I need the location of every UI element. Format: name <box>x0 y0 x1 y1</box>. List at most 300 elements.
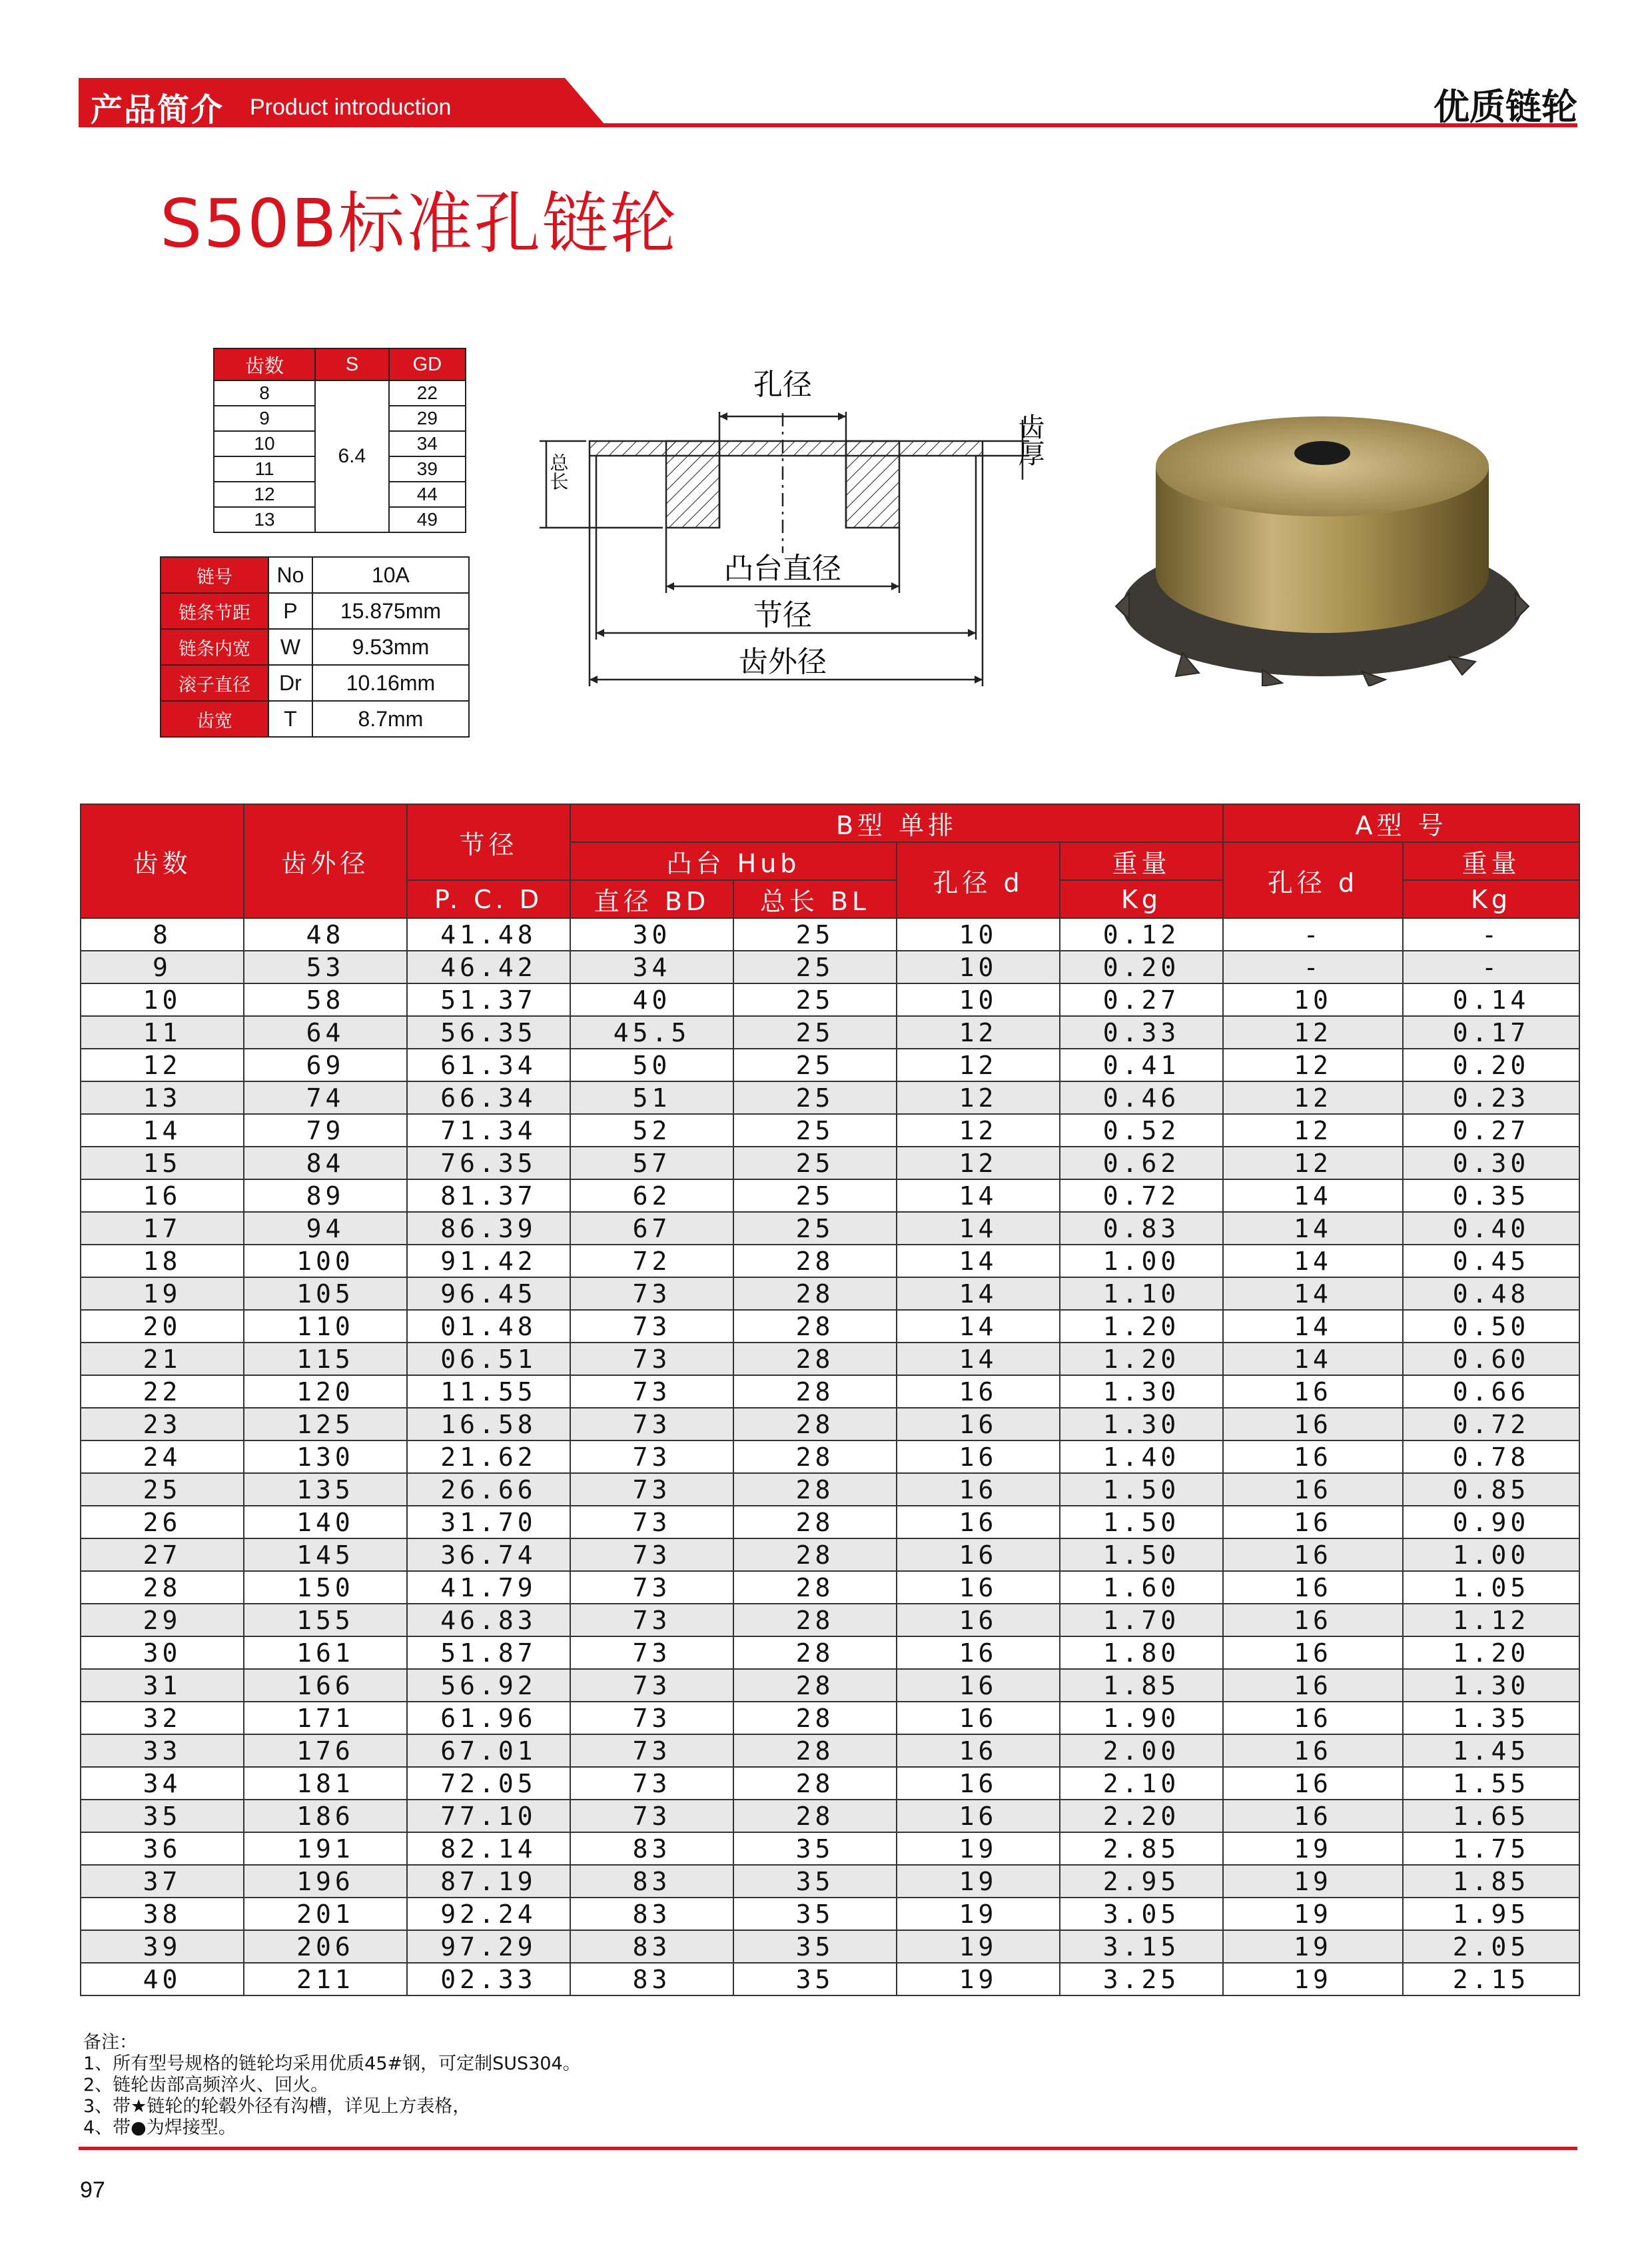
hub-bl-cell: 35 <box>733 1963 897 1995</box>
pcd-cell: 02.33 <box>407 1963 570 1995</box>
hub-bd-cell: 67 <box>570 1212 733 1245</box>
table-row <box>81 1440 1579 1473</box>
hub-diameter-label: 凸台直径 <box>724 552 841 586</box>
outer-diameter-cell: 110 <box>244 1310 407 1343</box>
a-bore-cell: 16 <box>1223 1571 1403 1604</box>
hub-bd-cell: 73 <box>570 1538 733 1571</box>
pitch-diameter-header: 节径 <box>407 804 570 880</box>
hub-bl-cell: 25 <box>733 918 897 951</box>
hub-bd-cell: 83 <box>570 1832 733 1865</box>
pcd-cell: 66.34 <box>407 1081 570 1114</box>
hub-bd-cell: 73 <box>570 1702 733 1734</box>
a-weight-cell: 1.00 <box>1403 1538 1579 1571</box>
b-weight-cell: 0.33 <box>1060 1016 1223 1049</box>
note-item: 3、带★链轮的轮毂外径有沟槽，详见上方表格， <box>83 2096 471 2117</box>
pcd-cell: 72.05 <box>407 1767 570 1800</box>
a-bore-cell: 16 <box>1223 1734 1403 1767</box>
hub-bl-cell: 28 <box>733 1440 897 1473</box>
teeth-cell: 40 <box>81 1963 244 1995</box>
table-row <box>81 1016 1579 1049</box>
hub-bd-cell: 83 <box>570 1963 733 1995</box>
pcd-cell: 56.92 <box>407 1669 570 1702</box>
a-bore-cell: 14 <box>1223 1245 1403 1277</box>
teeth-gd-table <box>213 348 466 533</box>
a-bore-cell: 16 <box>1223 1669 1403 1702</box>
teeth-cell: 36 <box>81 1832 244 1865</box>
b-weight-cell: 1.80 <box>1060 1636 1223 1669</box>
gd-cell: 34 <box>389 431 466 456</box>
outer-diameter-cell: 145 <box>244 1538 407 1571</box>
hub-bl-cell: 35 <box>733 1898 897 1930</box>
table-row <box>81 1538 1579 1571</box>
outer-diameter-cell: 64 <box>244 1016 407 1049</box>
a-weight-cell: - <box>1403 951 1579 983</box>
tooth-thickness-label: 齿厚 <box>1014 413 1044 466</box>
outer-diameter-cell: 161 <box>244 1636 407 1669</box>
teeth-cell: 17 <box>81 1212 244 1245</box>
b-bore-cell: 14 <box>897 1310 1060 1343</box>
b-weight-cell: 1.40 <box>1060 1440 1223 1473</box>
footer-rule <box>79 2147 1577 2150</box>
table-row <box>81 1473 1579 1506</box>
teeth-cell: 9 <box>214 406 315 431</box>
sprocket-cross-section-diagram <box>540 353 1066 706</box>
hub-bl-cell: 28 <box>733 1375 897 1408</box>
table-row <box>81 1310 1579 1343</box>
chain-label: 链条内宽 <box>161 629 268 665</box>
a-weight-cell: 0.14 <box>1403 983 1579 1016</box>
pcd-cell: 96.45 <box>407 1277 570 1310</box>
chain-symbol: W <box>268 629 312 665</box>
hub-bl-cell: 28 <box>733 1669 897 1702</box>
a-bore-cell: 16 <box>1223 1506 1403 1538</box>
b-weight-cell: 1.85 <box>1060 1669 1223 1702</box>
pcd-cell: 82.14 <box>407 1832 570 1865</box>
a-bore-cell: 16 <box>1223 1767 1403 1800</box>
b-bore-cell: 19 <box>897 1832 1060 1865</box>
b-bore-cell: 14 <box>897 1179 1060 1212</box>
hub-bd-cell: 73 <box>570 1604 733 1636</box>
teeth-cell: 19 <box>81 1277 244 1310</box>
a-bore-cell: 14 <box>1223 1277 1403 1310</box>
hub-bd-cell: 83 <box>570 1865 733 1898</box>
teeth-header: 齿数 <box>81 804 244 918</box>
hub-bd-cell: 73 <box>570 1375 733 1408</box>
table-row <box>81 1343 1579 1375</box>
outer-diameter-cell: 201 <box>244 1898 407 1930</box>
chain-label: 链条节距 <box>161 593 268 629</box>
outer-diameter-cell: 166 <box>244 1669 407 1702</box>
table-row <box>81 1669 1579 1702</box>
b-bore-cell: 19 <box>897 1865 1060 1898</box>
outer-diameter-header: 齿外径 <box>244 804 407 918</box>
outer-diameter-cell: 120 <box>244 1375 407 1408</box>
a-weight-cell: 0.17 <box>1403 1016 1579 1049</box>
hub-bl-subheader: 总长 BL <box>733 880 897 918</box>
teeth-cell: 28 <box>81 1571 244 1604</box>
page-number: 97 <box>80 2177 105 2203</box>
a-weight-cell: 0.27 <box>1403 1114 1579 1147</box>
pcd-cell: 92.24 <box>407 1898 570 1930</box>
b-bore-cell: 19 <box>897 1963 1060 1995</box>
b-bore-cell: 14 <box>897 1245 1060 1277</box>
a-weight-cell: 2.15 <box>1403 1963 1579 1995</box>
pcd-cell: 41.48 <box>407 918 570 951</box>
hub-bd-cell: 73 <box>570 1767 733 1800</box>
a-bore-cell: 19 <box>1223 1930 1403 1963</box>
hub-bl-cell: 28 <box>733 1538 897 1571</box>
a-weight-cell: 0.45 <box>1403 1245 1579 1277</box>
a-bore-cell: - <box>1223 918 1403 951</box>
table-row <box>81 1636 1579 1669</box>
table-row <box>81 1049 1579 1081</box>
a-weight-cell: 2.05 <box>1403 1930 1579 1963</box>
pcd-cell: 97.29 <box>407 1930 570 1963</box>
table-row <box>81 1408 1579 1440</box>
hub-bd-cell: 73 <box>570 1440 733 1473</box>
spec-table-body <box>81 918 1579 1995</box>
chain-value: 9.53mm <box>312 629 469 665</box>
pcd-cell: 31.70 <box>407 1506 570 1538</box>
bore-label: 孔径 <box>753 368 812 402</box>
a-weight-cell: 0.78 <box>1403 1440 1579 1473</box>
gd-header: GD <box>389 348 466 380</box>
chain-value: 15.875mm <box>312 593 469 629</box>
hub-bd-cell: 73 <box>570 1343 733 1375</box>
teeth-cell: 38 <box>81 1898 244 1930</box>
b-bore-cell: 10 <box>897 918 1060 951</box>
b-weight-cell: 3.25 <box>1060 1963 1223 1995</box>
hub-bd-cell: 72 <box>570 1245 733 1277</box>
b-weight-cell: 0.83 <box>1060 1212 1223 1245</box>
outer-diameter-cell: 191 <box>244 1832 407 1865</box>
outer-diameter-cell: 48 <box>244 918 407 951</box>
a-bore-cell: 16 <box>1223 1538 1403 1571</box>
chain-value: 10.16mm <box>312 665 469 701</box>
b-weight-cell: 3.15 <box>1060 1930 1223 1963</box>
a-bore-cell: 19 <box>1223 1865 1403 1898</box>
outer-diameter-cell: 130 <box>244 1440 407 1473</box>
hub-bl-cell: 28 <box>733 1636 897 1669</box>
b-bore-cell: 12 <box>897 1114 1060 1147</box>
pcd-cell: 56.35 <box>407 1016 570 1049</box>
hub-bl-cell: 25 <box>733 1114 897 1147</box>
hub-bd-cell: 73 <box>570 1408 733 1440</box>
teeth-cell: 18 <box>81 1245 244 1277</box>
outer-diameter-cell: 100 <box>244 1245 407 1277</box>
b-weight-cell: 1.70 <box>1060 1604 1223 1636</box>
b-weight-cell: 1.60 <box>1060 1571 1223 1604</box>
a-bore-cell: 14 <box>1223 1310 1403 1343</box>
outer-diameter-cell: 74 <box>244 1081 407 1114</box>
outer-diameter-cell: 53 <box>244 951 407 983</box>
b-weight-cell: 1.30 <box>1060 1408 1223 1440</box>
b-bore-cell: 14 <box>897 1212 1060 1245</box>
b-weight-cell: 0.52 <box>1060 1114 1223 1147</box>
teeth-cell: 33 <box>81 1734 244 1767</box>
table-row <box>81 1865 1579 1898</box>
s-header: S <box>315 348 389 380</box>
hub-bd-cell: 73 <box>570 1310 733 1343</box>
note-item: 1、所有型号规格的链轮均采用优质45#钢，可定制SUS304。 <box>83 2053 581 2074</box>
teeth-cell: 11 <box>81 1016 244 1049</box>
b-weight-cell: 1.20 <box>1060 1343 1223 1375</box>
table-row <box>81 1179 1579 1212</box>
outer-diameter-cell: 58 <box>244 983 407 1016</box>
pcd-cell: 81.37 <box>407 1179 570 1212</box>
pitch-diameter-label: 节径 <box>753 598 812 632</box>
pcd-cell: 21.62 <box>407 1440 570 1473</box>
b-bore-cell: 14 <box>897 1277 1060 1310</box>
pcd-cell: 67.01 <box>407 1734 570 1767</box>
a-weight-cell: 1.75 <box>1403 1832 1579 1865</box>
a-weight-cell: 0.85 <box>1403 1473 1579 1506</box>
b-weight-cell: 1.10 <box>1060 1277 1223 1310</box>
hub-bl-cell: 25 <box>733 983 897 1016</box>
outer-diameter-cell: 186 <box>244 1800 407 1832</box>
hub-bl-cell: 28 <box>733 1702 897 1734</box>
section-title-en: Product introduction <box>250 95 452 120</box>
b-weight-cell: 0.12 <box>1060 918 1223 951</box>
hub-bl-cell: 25 <box>733 1179 897 1212</box>
chain-symbol: Dr <box>268 665 312 701</box>
hub-bl-cell: 28 <box>733 1343 897 1375</box>
a-weight-cell: 0.23 <box>1403 1081 1579 1114</box>
outer-diameter-cell: 150 <box>244 1571 407 1604</box>
teeth-cell: 39 <box>81 1930 244 1963</box>
a-weight-cell: 0.72 <box>1403 1408 1579 1440</box>
pcd-cell: 16.58 <box>407 1408 570 1440</box>
pcd-cell: 36.74 <box>407 1538 570 1571</box>
chain-label: 链号 <box>161 557 268 593</box>
b-weight-cell: 2.20 <box>1060 1800 1223 1832</box>
hub-bl-cell: 28 <box>733 1767 897 1800</box>
hub-bl-cell: 25 <box>733 1049 897 1081</box>
a-weight-cell: 0.90 <box>1403 1506 1579 1538</box>
table-row <box>81 1571 1579 1604</box>
hub-bd-cell: 45.5 <box>570 1016 733 1049</box>
a-bore-cell: 14 <box>1223 1343 1403 1375</box>
teeth-cell: 22 <box>81 1375 244 1408</box>
outer-diameter-cell: 206 <box>244 1930 407 1963</box>
table-row <box>81 951 1579 983</box>
teeth-cell: 35 <box>81 1800 244 1832</box>
b-bore-cell: 16 <box>897 1636 1060 1669</box>
teeth-cell: 8 <box>81 918 244 951</box>
b-bore-cell: 10 <box>897 983 1060 1016</box>
teeth-header: 齿数 <box>214 348 315 380</box>
hub-bd-cell: 57 <box>570 1147 733 1179</box>
pcd-cell: 76.35 <box>407 1147 570 1179</box>
table-row <box>81 1604 1579 1636</box>
b-bore-cell: 16 <box>897 1408 1060 1440</box>
outer-diameter-cell: 196 <box>244 1865 407 1898</box>
a-weight-cell: - <box>1403 918 1579 951</box>
a-weight-cell: 1.35 <box>1403 1702 1579 1734</box>
table-row <box>81 1702 1579 1734</box>
teeth-cell: 26 <box>81 1506 244 1538</box>
pcd-cell: 51.37 <box>407 983 570 1016</box>
a-weight-cell: 1.12 <box>1403 1604 1579 1636</box>
hub-bl-cell: 25 <box>733 1212 897 1245</box>
teeth-cell: 8 <box>214 380 315 406</box>
pcd-cell: 06.51 <box>407 1343 570 1375</box>
hub-bl-cell: 28 <box>733 1734 897 1767</box>
b-weight-cell: 1.20 <box>1060 1310 1223 1343</box>
b-weight-cell: 2.10 <box>1060 1767 1223 1800</box>
a-weight-cell: 1.65 <box>1403 1800 1579 1832</box>
sprocket-product-image <box>1109 406 1535 686</box>
b-weight-cell: 1.00 <box>1060 1245 1223 1277</box>
a-bore-header: 孔径 d <box>1223 842 1403 918</box>
teeth-cell: 11 <box>214 456 315 482</box>
hub-bl-cell: 28 <box>733 1571 897 1604</box>
pcd-cell: 86.39 <box>407 1212 570 1245</box>
header-rule <box>79 123 1577 127</box>
teeth-cell: 30 <box>81 1636 244 1669</box>
b-weight-cell: 2.00 <box>1060 1734 1223 1767</box>
hub-bd-cell: 30 <box>570 918 733 951</box>
b-bore-cell: 16 <box>897 1604 1060 1636</box>
b-weight-cell: 0.27 <box>1060 983 1223 1016</box>
hub-bl-cell: 28 <box>733 1506 897 1538</box>
b-bore-cell: 16 <box>897 1571 1060 1604</box>
hub-bd-cell: 51 <box>570 1081 733 1114</box>
b-weight-cell: 0.20 <box>1060 951 1223 983</box>
hub-bl-cell: 28 <box>733 1800 897 1832</box>
chain-label: 齿宽 <box>161 701 268 737</box>
b-bore-cell: 16 <box>897 1767 1060 1800</box>
total-length-label: 总长 <box>547 453 570 490</box>
a-bore-cell: 19 <box>1223 1898 1403 1930</box>
teeth-cell: 23 <box>81 1408 244 1440</box>
hub-bd-cell: 40 <box>570 983 733 1016</box>
page-title: S50B标准孔链轮 <box>160 185 678 263</box>
a-bore-cell: 16 <box>1223 1408 1403 1440</box>
hub-bl-cell: 35 <box>733 1832 897 1865</box>
table-row <box>81 1734 1579 1767</box>
b-bore-cell: 12 <box>897 1049 1060 1081</box>
hub-bd-cell: 52 <box>570 1114 733 1147</box>
a-bore-cell: 19 <box>1223 1963 1403 1995</box>
pcd-cell: 71.34 <box>407 1114 570 1147</box>
a-bore-cell: 10 <box>1223 983 1403 1016</box>
a-weight-cell: 0.48 <box>1403 1277 1579 1310</box>
outer-diameter-cell: 181 <box>244 1767 407 1800</box>
teeth-cell: 20 <box>81 1310 244 1343</box>
hub-bd-cell: 73 <box>570 1734 733 1767</box>
b-bore-cell: 12 <box>897 1016 1060 1049</box>
table-row <box>81 1898 1579 1930</box>
outer-diameter-cell: 105 <box>244 1277 407 1310</box>
outer-diameter-cell: 171 <box>244 1702 407 1734</box>
pcd-cell: 51.87 <box>407 1636 570 1669</box>
hub-bl-cell: 28 <box>733 1245 897 1277</box>
outer-diameter-cell: 125 <box>244 1408 407 1440</box>
b-type-group-header: B型 单排 <box>570 804 1223 842</box>
a-bore-cell: 12 <box>1223 1049 1403 1081</box>
table-row <box>81 1114 1579 1147</box>
b-weight-header: 重量 <box>1060 842 1223 880</box>
hub-bd-cell: 73 <box>570 1473 733 1506</box>
pcd-subheader: P. C. D <box>407 880 570 918</box>
note-item: 2、链轮齿部高频淬火、回火。 <box>83 2075 329 2095</box>
teeth-cell: 14 <box>81 1114 244 1147</box>
a-weight-cell: 1.05 <box>1403 1571 1579 1604</box>
b-weight-cell: 3.05 <box>1060 1898 1223 1930</box>
teeth-cell: 12 <box>214 482 315 507</box>
teeth-cell: 24 <box>81 1440 244 1473</box>
a-bore-cell: 12 <box>1223 1016 1403 1049</box>
hub-bl-cell: 28 <box>733 1604 897 1636</box>
teeth-cell: 37 <box>81 1865 244 1898</box>
chain-value: 10A <box>312 557 469 593</box>
hub-bd-cell: 62 <box>570 1179 733 1212</box>
teeth-cell: 9 <box>81 951 244 983</box>
a-weight-cell: 1.95 <box>1403 1898 1579 1930</box>
b-weight-cell: 2.95 <box>1060 1865 1223 1898</box>
b-bore-cell: 16 <box>897 1506 1060 1538</box>
teeth-cell: 13 <box>214 507 315 532</box>
notes-block <box>83 2032 1149 2139</box>
teeth-cell: 31 <box>81 1669 244 1702</box>
a-bore-cell: 16 <box>1223 1800 1403 1832</box>
table-row <box>81 1147 1579 1179</box>
hub-bl-cell: 25 <box>733 1016 897 1049</box>
hub-bd-cell: 73 <box>570 1669 733 1702</box>
pcd-cell: 87.19 <box>407 1865 570 1898</box>
pcd-cell: 61.96 <box>407 1702 570 1734</box>
table-row <box>81 1800 1579 1832</box>
a-bore-cell: - <box>1223 951 1403 983</box>
a-weight-cell: 1.20 <box>1403 1636 1579 1669</box>
pcd-cell: 11.55 <box>407 1375 570 1408</box>
table-row <box>81 1277 1579 1310</box>
outer-diameter-label: 齿外径 <box>739 645 827 679</box>
hub-bl-cell: 28 <box>733 1473 897 1506</box>
hub-bd-cell: 73 <box>570 1277 733 1310</box>
b-bore-cell: 19 <box>897 1898 1060 1930</box>
table-row <box>81 1212 1579 1245</box>
hub-bl-cell: 35 <box>733 1930 897 1963</box>
a-bore-cell: 16 <box>1223 1636 1403 1669</box>
note-item: 4、带●为焊接型。 <box>83 2117 236 2138</box>
s-value-cell: 6.4 <box>315 380 389 532</box>
teeth-cell: 25 <box>81 1473 244 1506</box>
a-bore-cell: 19 <box>1223 1832 1403 1865</box>
outer-diameter-cell: 211 <box>244 1963 407 1995</box>
table-row <box>81 1767 1579 1800</box>
teeth-cell: 15 <box>81 1147 244 1179</box>
sprocket-spec-table <box>80 804 1580 1996</box>
a-bore-cell: 16 <box>1223 1604 1403 1636</box>
notes-title: 备注： <box>83 2032 137 2053</box>
hub-bd-cell: 83 <box>570 1930 733 1963</box>
hub-bd-cell: 73 <box>570 1571 733 1604</box>
a-weight-cell: 1.85 <box>1403 1865 1579 1898</box>
outer-diameter-cell: 94 <box>244 1212 407 1245</box>
a-weight-cell: 0.20 <box>1403 1049 1579 1081</box>
b-bore-cell: 16 <box>897 1800 1060 1832</box>
outer-diameter-cell: 79 <box>244 1114 407 1147</box>
chain-symbol: T <box>268 701 312 737</box>
b-bore-header: 孔径 d <box>897 842 1060 918</box>
b-weight-cell: 0.46 <box>1060 1081 1223 1114</box>
teeth-cell: 16 <box>81 1179 244 1212</box>
teeth-cell: 12 <box>81 1049 244 1081</box>
a-bore-cell: 14 <box>1223 1179 1403 1212</box>
a-bore-cell: 16 <box>1223 1440 1403 1473</box>
